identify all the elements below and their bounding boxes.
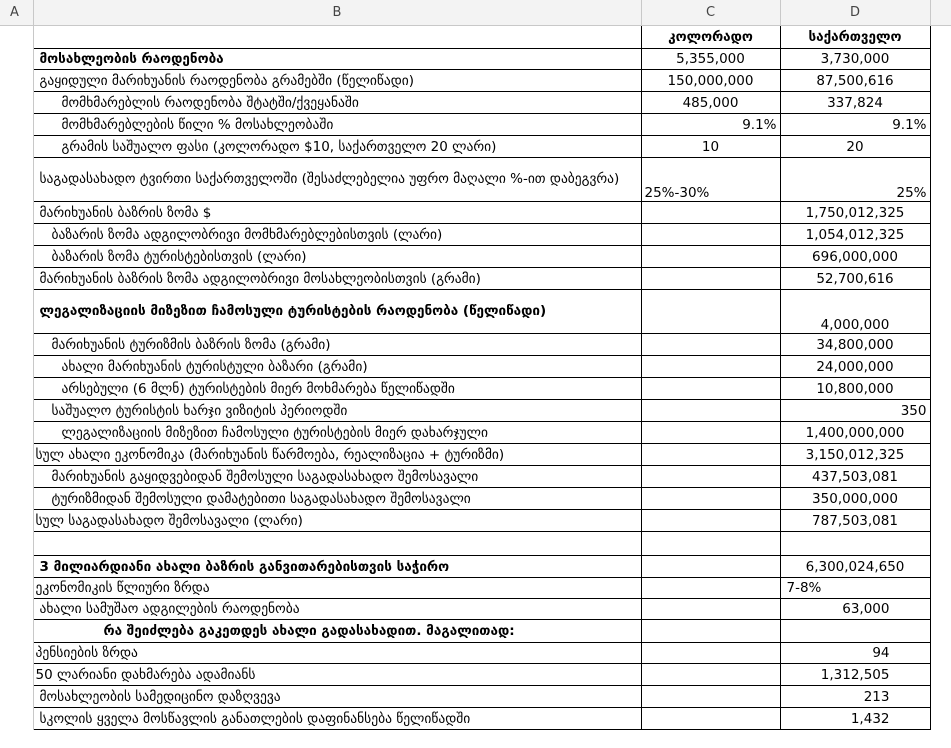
cell[interactable]: 9.1% [780, 114, 930, 136]
cell[interactable] [641, 202, 780, 224]
table-row [0, 510, 951, 532]
cell[interactable]: 1,054,012,325 [780, 224, 930, 246]
cell[interactable] [641, 488, 780, 510]
table-row [0, 643, 951, 664]
cell[interactable]: სულ ახალი ეკონომიკა (მარიხუანის წარმოება, რეალიზაცია + ტურიზმი) [33, 444, 641, 466]
cell[interactable]: 52,700,616 [780, 268, 930, 290]
table-row [0, 686, 951, 708]
cell[interactable]: მოსახლეობის სამედიცინო დაზღვევა [33, 686, 641, 708]
cell[interactable]: 24,000,000 [780, 356, 930, 378]
cell[interactable]: 25% [780, 158, 930, 202]
cell[interactable] [641, 422, 780, 444]
cell[interactable]: 337,824 [780, 92, 930, 114]
cell[interactable] [33, 532, 641, 556]
table-row [0, 620, 951, 643]
cell[interactable] [641, 224, 780, 246]
cell[interactable]: 787,503,081 [780, 510, 930, 532]
header-cell-colorado[interactable]: კოლორადო [641, 26, 780, 49]
table-row [0, 334, 951, 356]
cell[interactable]: 485,000 [641, 92, 780, 114]
cell[interactable]: ტურიზმიდან შემოსული დამატებითი საგადასახადო შემოსავალი [33, 488, 641, 510]
cell[interactable]: 20 [780, 136, 930, 158]
cell[interactable]: 6,300,024,650 [780, 556, 930, 578]
table-row [0, 114, 951, 136]
cell[interactable] [641, 290, 780, 334]
column-header-d[interactable]: D [780, 0, 930, 26]
table-row [0, 158, 951, 202]
cell[interactable]: 34,800,000 [780, 334, 930, 356]
table-row [0, 26, 951, 49]
cell[interactable] [641, 708, 780, 730]
column-header-e[interactable] [930, 0, 951, 26]
cell[interactable]: ბაზარის ზომა ტურისტებისთვის (ლარი) [33, 246, 641, 268]
cell[interactable]: ახალი მარიხუანის ტურისტული ბაზარი (გრამი) [33, 356, 641, 378]
cell[interactable]: მარიხუანის ბაზრის ზომა ადგილობრივი მოსახლეობისთვის (გრამი) [33, 268, 641, 290]
cell[interactable]: 7-8% [780, 578, 930, 599]
table-row [0, 532, 951, 556]
column-header-c[interactable]: C [641, 0, 780, 26]
cell[interactable] [641, 643, 780, 664]
column-header-b[interactable]: B [33, 0, 641, 26]
cell[interactable] [641, 400, 780, 422]
cell[interactable]: საგადასახადო ტვირთი საქართველოში (შესაძლებელია უფრო მაღალი %-ით დაბეგვრა) [33, 158, 641, 202]
cell[interactable] [641, 378, 780, 400]
cell[interactable]: ეკონომიკის წლიური ზრდა [33, 578, 641, 599]
cell[interactable]: 350 [780, 400, 930, 422]
cell[interactable]: მარიხუანის ბაზრის ზომა $ [33, 202, 641, 224]
cell[interactable] [641, 466, 780, 488]
cell[interactable]: 50 ლარიანი დახმარება ადამიანს [33, 664, 641, 686]
cell[interactable] [33, 26, 641, 49]
cell[interactable]: საშუალო ტურისტის ხარჯი ვიზიტის პერიოდში [33, 400, 641, 422]
cell[interactable]: 4,000,000 [780, 290, 930, 334]
cell[interactable]: 5,355,000 [641, 49, 780, 70]
cell[interactable]: ლეგალიზაციის მიზეზით ჩამოსული ტურისტების მიერ დახარჯული [33, 422, 641, 444]
cell[interactable]: 3,730,000 [780, 49, 930, 70]
cell[interactable] [641, 556, 780, 578]
cell[interactable]: 1,400,000,000 [780, 422, 930, 444]
table-row [0, 202, 951, 224]
cell[interactable]: მომხმარებლების წილი % მოსახლეობაში [33, 114, 641, 136]
table-row [0, 422, 951, 444]
cell[interactable]: 25%-30% [641, 158, 780, 202]
table-row [0, 246, 951, 268]
table-row [0, 268, 951, 290]
cell[interactable]: მარიხუანის გაყიდვებიდან შემოსული საგადასახადო შემოსავალი [33, 466, 641, 488]
cell[interactable]: გაყიდული მარიხუანის რაოდენობა გრამებში (წელიწადი) [33, 70, 641, 92]
cell[interactable] [641, 356, 780, 378]
table-row [0, 444, 951, 466]
cell[interactable]: 213 [780, 686, 930, 708]
cell[interactable] [641, 578, 780, 599]
column-header-a[interactable]: A [0, 0, 33, 26]
cell[interactable]: ლეგალიზაციის მიზეზით ჩამოსული ტურისტების რაოდენობა (წელიწადი) [33, 290, 641, 334]
table-row [0, 136, 951, 158]
cell[interactable]: 3 მილიარდიანი ახალი ბაზრის განვითარებისთვის საჭირო [33, 556, 641, 578]
cell[interactable] [641, 268, 780, 290]
table-row [0, 290, 951, 334]
table-row [0, 556, 951, 578]
table-row [0, 224, 951, 246]
table-row [0, 70, 951, 92]
cell[interactable]: 150,000,000 [641, 70, 780, 92]
cell[interactable]: მარიხუანის ტურიზმის ბაზრის ზომა (გრამი) [33, 334, 641, 356]
cell[interactable]: გრამის საშუალო ფასი (კოლორადო $10, საქართველო 20 ლარი) [33, 136, 641, 158]
table-row [0, 356, 951, 378]
cell[interactable] [641, 686, 780, 708]
cell[interactable]: 437,503,081 [780, 466, 930, 488]
cell[interactable]: არსებული (6 მლნ) ტურისტების მიერ მოხმარება წელიწადში [33, 378, 641, 400]
table-row [0, 466, 951, 488]
cell[interactable] [641, 246, 780, 268]
cell[interactable] [641, 444, 780, 466]
table-row [0, 92, 951, 114]
cell[interactable]: სულ საგადასახადო შემოსავალი (ლარი) [33, 510, 641, 532]
cell[interactable]: 696,000,000 [780, 246, 930, 268]
cell[interactable]: პენსიების ზრდა [33, 643, 641, 664]
cell[interactable]: სკოლის ყველა მოსწავლის განათლების დაფინანსება წელიწადში [33, 708, 641, 730]
table-row [0, 578, 951, 599]
table-row [0, 708, 951, 730]
table-row [0, 378, 951, 400]
table-row [0, 664, 951, 686]
cell[interactable]: 3,150,012,325 [780, 444, 930, 466]
table-row [0, 49, 951, 70]
cell[interactable]: 10 [641, 136, 780, 158]
cell[interactable]: 94 [780, 643, 930, 664]
cell[interactable] [641, 599, 780, 620]
cell[interactable]: 1,312,505 [780, 664, 930, 686]
cell[interactable]: 9.1% [641, 114, 780, 136]
column-header-row [0, 0, 951, 26]
cell[interactable]: რა შეიძლება გაკეთდეს ახალი გადასახადით. მაგალითად: [33, 620, 641, 643]
cell[interactable]: 87,500,616 [780, 70, 930, 92]
cell[interactable] [641, 664, 780, 686]
cell[interactable]: 10,800,000 [780, 378, 930, 400]
table-row [0, 488, 951, 510]
cell[interactable]: ახალი სამუშაო ადგილების რაოდენობა [33, 599, 641, 620]
header-cell-georgia[interactable]: საქართველო [780, 26, 930, 49]
cell[interactable] [641, 334, 780, 356]
cell[interactable]: 1,750,012,325 [780, 202, 930, 224]
cell[interactable]: მოსახლეობის რაოდენობა [33, 49, 641, 70]
cell[interactable] [780, 620, 930, 643]
cell[interactable]: 350,000,000 [780, 488, 930, 510]
cell[interactable]: მომხმარებლის რაოდენობა შტატში/ქვეყანაში [33, 92, 641, 114]
table-row [0, 400, 951, 422]
cell[interactable] [641, 532, 780, 556]
cell[interactable]: 63,000 [780, 599, 930, 620]
cell[interactable] [641, 620, 780, 643]
cell[interactable] [780, 532, 930, 556]
cell[interactable]: ბაზარის ზომა ადგილობრივი მომხმარებლებისთვის (ლარი) [33, 224, 641, 246]
table-row [0, 599, 951, 620]
cell[interactable]: 1,432 [780, 708, 930, 730]
cell[interactable] [641, 510, 780, 532]
